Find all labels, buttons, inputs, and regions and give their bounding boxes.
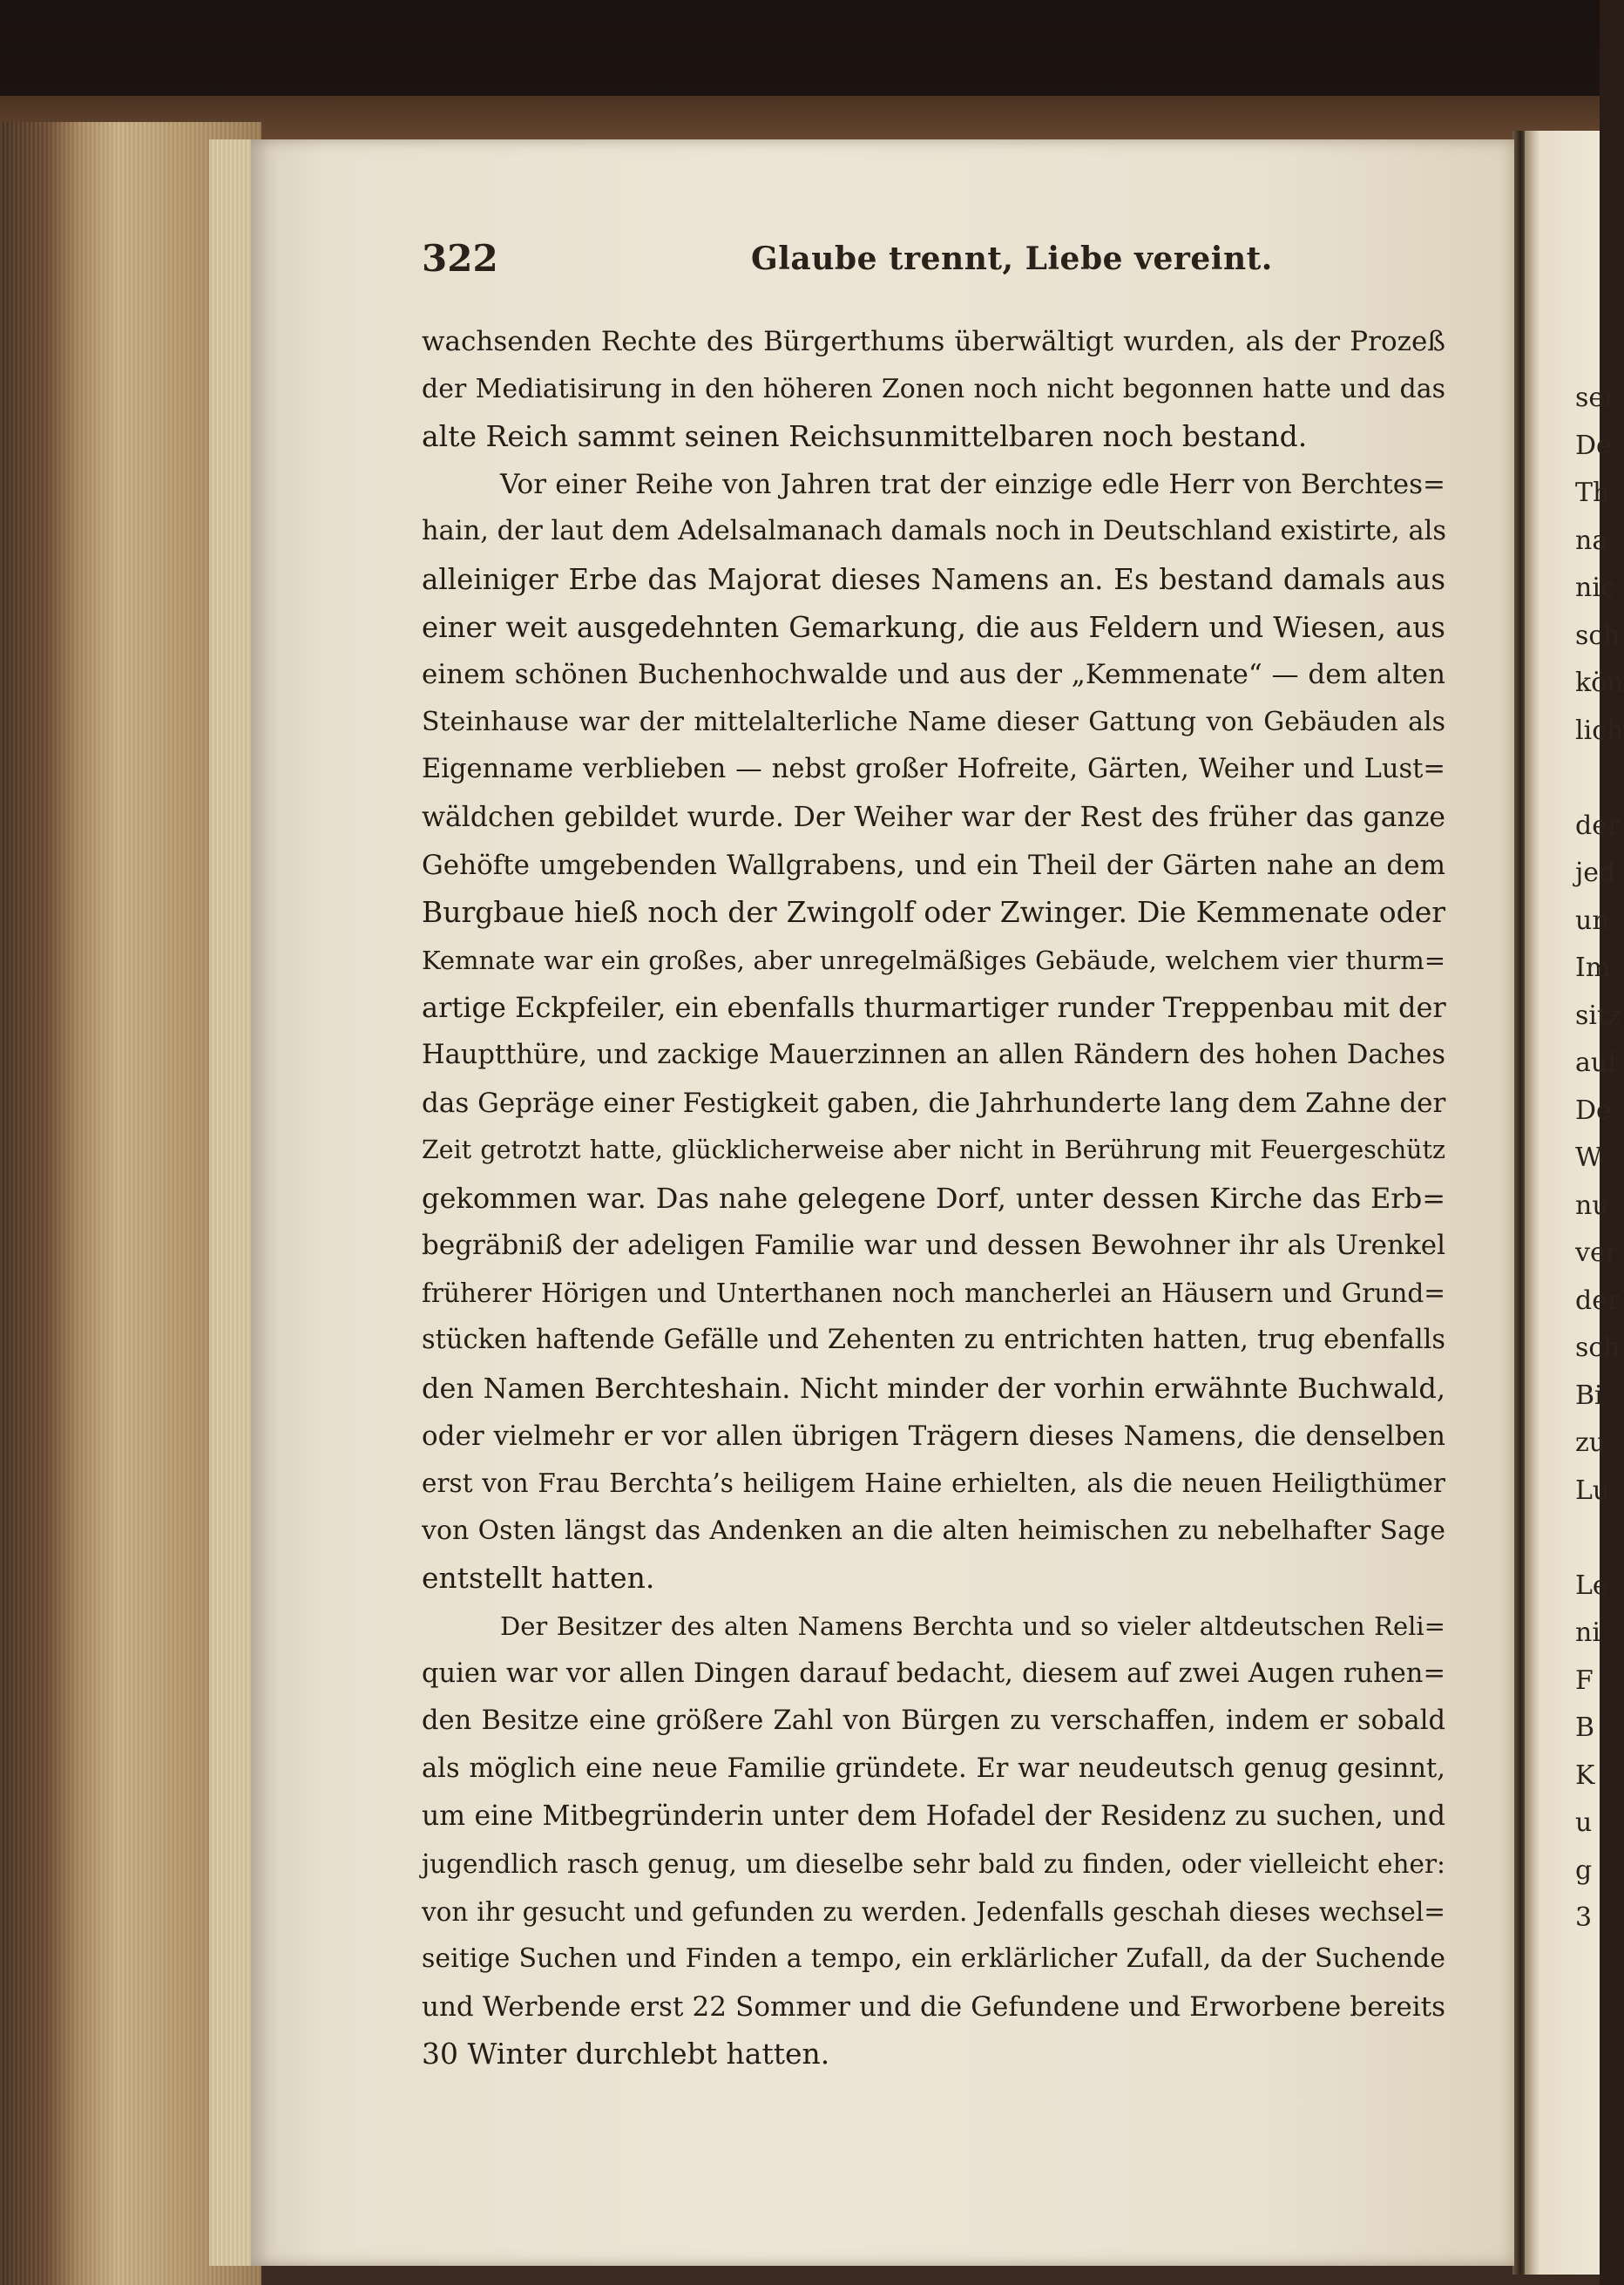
facing-page-fragment: Im — [1575, 953, 1611, 983]
facing-page-fragment: jed — [1575, 858, 1616, 888]
text-line: wachsenden Rechte des Bürgerthums überwältigt wurden, als der Prozeß — [422, 326, 1445, 357]
facing-page-fragment: Th — [1575, 478, 1610, 508]
text-line: Gehöfte umgebenden Wallgrabens, und ein Theil der Gärten nahe an dem — [422, 849, 1445, 881]
facing-page-fragment: De — [1575, 1095, 1612, 1126]
text-line: Burgbaue hieß noch der Zwingolf oder Zwinger. Die Kemmenate oder — [422, 895, 1445, 930]
text-line: artige Eckpfeiler, ein ebenfalls thurmartiger runder Treppenbau mit der — [422, 991, 1446, 1025]
text-line: Vor einer Reihe von Jahren trat der einzige edle Herr von Berchtes= — [500, 468, 1445, 500]
text-line: begräbniß der adeligen Familie war und dessen Bewohner ihr als Urenkel — [422, 1230, 1445, 1262]
running-title: Glaube trennt, Liebe vereint. — [751, 241, 1273, 277]
text-line: als möglich eine neue Familie gründete. Er war neudeutsch genug gesinnt, — [422, 1753, 1445, 1784]
text-line: Der Besitzer des alten Namens Berchta und so vieler altdeutschen Reli= — [500, 1611, 1445, 1642]
facing-page-fragment: Bi — [1575, 1380, 1603, 1411]
text-line: gekommen war. Das nahe gelegene Dorf, unter dessen Kirche das Erb= — [422, 1181, 1445, 1215]
facing-page-fragment: sch — [1575, 620, 1621, 651]
facing-page-fragment: zu — [1575, 1427, 1607, 1458]
text-line: einem schönen Buchenhochwalde und aus der „Kemmenate“ — dem alten — [422, 659, 1445, 691]
text-line: jugendlich rasch genug, um dieselbe sehr bald zu finden, oder vielleicht eher: — [422, 1849, 1445, 1879]
text-line: Steinhause war der mittelalterliche Name dieser Gattung von Gebäuden als — [422, 706, 1445, 737]
facing-page-fragment: der — [1575, 810, 1621, 841]
facing-page-fragment: B — [1575, 1712, 1595, 1743]
text-line: seitige Suchen und Finden a tempo, ein erklärlicher Zufall, da der Suchende — [422, 1943, 1445, 1975]
facing-page-fragment: K — [1575, 1760, 1595, 1791]
facing-page-fragment: ver — [1575, 1237, 1619, 1268]
text-line: quien war vor allen Dingen darauf bedacht, diesem auf zwei Augen ruhen= — [422, 1658, 1445, 1689]
facing-page-text-fragments — [1575, 375, 1624, 1943]
text-line: erst von Frau Berchta’s heiligem Haine erhielten, als die neuen Heiligthümer — [422, 1468, 1445, 1499]
text-line: alte Reich sammt seinen Reichsunmittelbaren noch bestand. — [422, 419, 1308, 454]
text-line: alleiniger Erbe das Majorat dieses Namens an. Es bestand damals aus — [422, 562, 1445, 596]
text-line: um eine Mitbegründerin unter dem Hofadel der Residenz zu suchen, und — [422, 1800, 1445, 1833]
text-line: 30 Winter durchlebt hatten. — [422, 2037, 830, 2071]
facing-page-fragment: Lu — [1575, 1475, 1610, 1506]
facing-page-fragment: Le — [1575, 1570, 1608, 1601]
facing-page-fragment: g — [1575, 1854, 1593, 1886]
text-line: Zeit getrotzt hatte, glücklicherweise aber nicht in Berührung mit Feuergeschütz — [422, 1136, 1445, 1165]
facing-page-fragment: 3 — [1575, 1902, 1593, 1933]
text-line: Hauptthüre, und zackige Mauerzinnen an allen Rändern des hohen Daches — [422, 1039, 1445, 1070]
facing-page-fragment: sei — [1575, 383, 1613, 413]
facing-page-fragment: un — [1575, 905, 1609, 936]
facing-page-fragment: F — [1575, 1665, 1594, 1696]
text-line: und Werbende erst 22 Sommer und die Gefundene und Erworbene bereits — [422, 1990, 1445, 2023]
facing-page-fragment: W — [1575, 1142, 1602, 1173]
facing-page-fragment: sch — [1575, 1332, 1621, 1363]
facing-page-fragment: nic — [1575, 573, 1615, 603]
text-line: einer weit ausgedehnten Gemarkung, die aus Feldern und Wiesen, aus — [422, 610, 1445, 644]
text-line: hain, der laut dem Adelsalmanach damals noch in Deutschland existirte, als — [422, 516, 1447, 547]
text-line: wäldchen gebildet wurde. Der Weiher war der Rest des früher das ganze — [422, 801, 1445, 833]
text-line: von ihr gesucht und gefunden zu werden. Jedenfalls geschah dieses wechsel= — [422, 1896, 1445, 1927]
facing-page-fragment: De — [1575, 430, 1612, 461]
facing-page-fragment — [1575, 1515, 1600, 1563]
facing-page-fragment: kön — [1575, 668, 1624, 698]
text-line: entstellt hatten. — [422, 1561, 655, 1596]
text-line: das Gepräge einer Festigkeit gaben, die Jahrhunderte lang dem Zahne der — [422, 1087, 1446, 1119]
facing-page-fragment: nu — [1575, 1190, 1609, 1221]
text-line: den Besitze eine größere Zahl von Bürgen zu verschaffen, indem er sobald — [422, 1705, 1445, 1737]
text-line: der Mediatisirung in den höheren Zonen noch nicht begonnen hatte und das — [422, 373, 1445, 404]
text-line: Kemnate war ein großes, aber unregelmäßiges Gebäude, welchem vier thurm= — [422, 945, 1445, 975]
text-line: den Namen Berchteshain. Nicht minder der vorhin erwähnte Buchwald, — [422, 1372, 1445, 1406]
facing-page-fragment: na — [1575, 525, 1608, 556]
text-line: früherer Hörigen und Unterthanen noch mancherlei an Häusern und Grund= — [422, 1278, 1445, 1308]
facing-page-fragment: der — [1575, 1285, 1621, 1316]
page-number: 322 — [422, 237, 498, 280]
body-text — [422, 318, 1445, 2078]
facing-page-fragment: sitz — [1575, 1000, 1621, 1031]
text-line: von Osten längst das Andenken an die alten heimischen zu nebelhafter Sage — [422, 1515, 1445, 1546]
text-line: stücken haftende Gefälle und Zehenten zu entrichten hatten, trug ebenfalls — [422, 1325, 1445, 1356]
facing-page-fragment: lich — [1575, 715, 1624, 746]
facing-page-fragment: ni — [1575, 1617, 1600, 1648]
text-line: oder vielmehr er vor allen übrigen Trägern dieses Namens, die denselben — [422, 1420, 1445, 1452]
facing-page-fragment: auf — [1575, 1048, 1618, 1078]
facing-page-fragment: u — [1575, 1807, 1593, 1838]
facing-page-fragment — [1575, 755, 1600, 803]
text-line: Eigenname verblieben — nebst großer Hofreite, Gärten, Weiher und Lust= — [422, 754, 1445, 785]
